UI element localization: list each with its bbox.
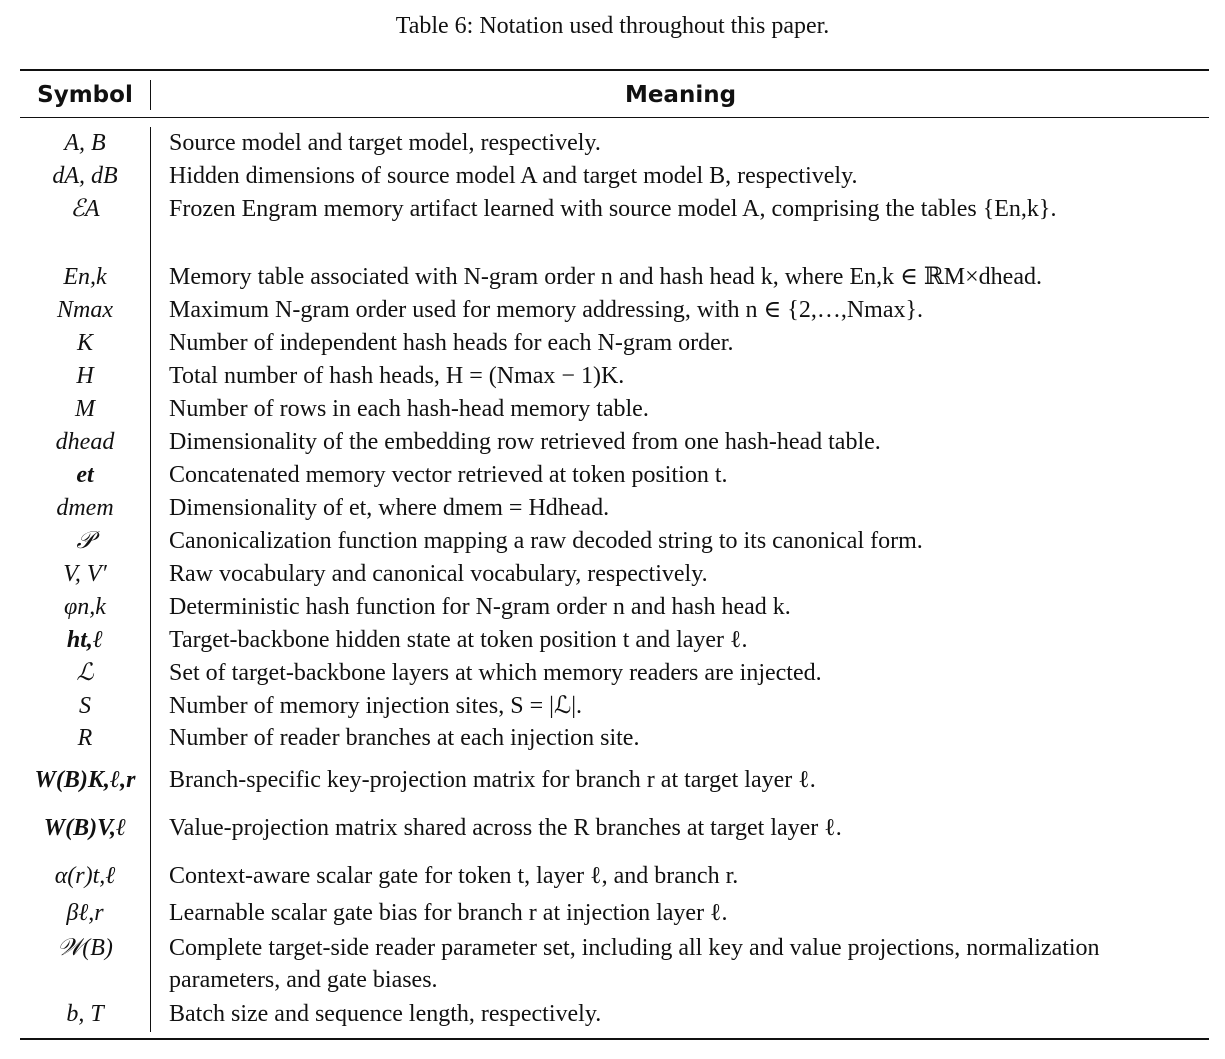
symbol-cell: 𝒫 <box>76 528 94 554</box>
meaning-cell: Deterministic hash function for N-gram order n and hash head k. <box>169 594 791 620</box>
meaning-cell: Learnable scalar gate bias for branch r at injection layer ℓ. <box>169 900 728 926</box>
meaning-cell: Dimensionality of the embedding row retrieved from one hash-head table. <box>169 429 881 455</box>
symbol-cell: φn,k <box>64 594 106 620</box>
symbol-cell: S <box>79 693 91 719</box>
symbol-cell: A, B <box>64 130 106 156</box>
header-symbol: Symbol <box>37 82 133 108</box>
table-caption: Table 6: Notation used throughout this paper. <box>395 13 830 39</box>
symbol-cell: Nmax <box>57 297 113 323</box>
symbol-cell: K <box>76 330 93 356</box>
symbol-cell: βℓ,r <box>66 900 104 926</box>
meaning-cell: Frozen Engram memory artifact learned with source model A, comprising the tables {En,k}. <box>169 196 1057 222</box>
meaning-cell: Memory table associated with N-gram order n and hash head k, where En,k ∈ ℝM×dhead. <box>169 264 1042 290</box>
meaning-cell: Number of independent hash heads for each N-gram order. <box>169 330 734 356</box>
meaning-cell: Hidden dimensions of source model A and target model B, respectively. <box>169 163 858 189</box>
meaning-cell: Concatenated memory vector retrieved at token position t. <box>169 462 728 488</box>
symbol-cell: En,k <box>63 264 107 290</box>
meaning-cell: Complete target-side reader parameter set, including all key and value projections, normalization parameters, and gate biases. <box>169 935 1100 993</box>
symbol-cell: α(r)t,ℓ <box>54 863 116 889</box>
symbol-cell: 𝒲(B) <box>57 935 113 961</box>
column-divider <box>150 127 151 1032</box>
meaning-cell: Value-projection matrix shared across the R branches at target layer ℓ. <box>169 815 842 841</box>
meaning-cell: Target-backbone hidden state at token position t and layer ℓ. <box>169 627 748 653</box>
symbol-cell: W(B)V,ℓ <box>43 815 127 841</box>
symbol-cell: M <box>75 396 95 422</box>
meaning-cell: Set of target-backbone layers at which memory readers are injected. <box>169 660 822 686</box>
symbol-cell: dA, dB <box>52 163 118 189</box>
bottom-rule <box>20 1038 1209 1040</box>
symbol-cell: et <box>76 462 94 488</box>
symbol-cell: ℒ <box>76 660 94 686</box>
meaning-cell: Number of memory injection sites, S = |ℒ|. <box>169 693 583 719</box>
symbol-cell: W(B)K,ℓ,r <box>34 767 136 793</box>
meaning-cell: Dimensionality of et, where dmem = Hdhead. <box>169 495 610 521</box>
meaning-cell: Maximum N-gram order used for memory addressing, with n ∈ {2,…,Nmax}. <box>169 297 923 323</box>
meaning-cell: Raw vocabulary and canonical vocabulary, respectively. <box>169 561 708 587</box>
symbol-cell: b, T <box>66 1001 104 1027</box>
symbol-cell: ht,ℓ <box>66 627 104 653</box>
meaning-cell: Branch-specific key-projection matrix for branch r at target layer ℓ. <box>169 767 816 793</box>
symbol-cell: R <box>77 725 93 751</box>
symbol-cell: H <box>76 363 94 389</box>
symbol-cell: dmem <box>56 495 114 521</box>
header-divider <box>150 80 151 110</box>
meaning-cell: Context-aware scalar gate for token t, layer ℓ, and branch r. <box>169 863 739 889</box>
meaning-cell: Source model and target model, respectively. <box>169 130 601 156</box>
symbol-cell: dhead <box>55 429 115 455</box>
symbol-cell: ℰA <box>70 196 100 222</box>
meaning-cell: Canonicalization function mapping a raw decoded string to its canonical form. <box>169 528 923 554</box>
header-meaning: Meaning <box>624 82 737 108</box>
meaning-cell: Number of reader branches at each injection site. <box>169 725 640 751</box>
top-rule <box>20 69 1209 71</box>
meaning-cell: Total number of hash heads, H = (Nmax − 1)K. <box>169 363 625 389</box>
header-rule <box>20 117 1209 118</box>
symbol-cell: V, V′ <box>63 561 107 587</box>
meaning-cell: Number of rows in each hash-head memory table. <box>169 396 649 422</box>
meaning-cell: Batch size and sequence length, respectively. <box>169 1001 602 1027</box>
